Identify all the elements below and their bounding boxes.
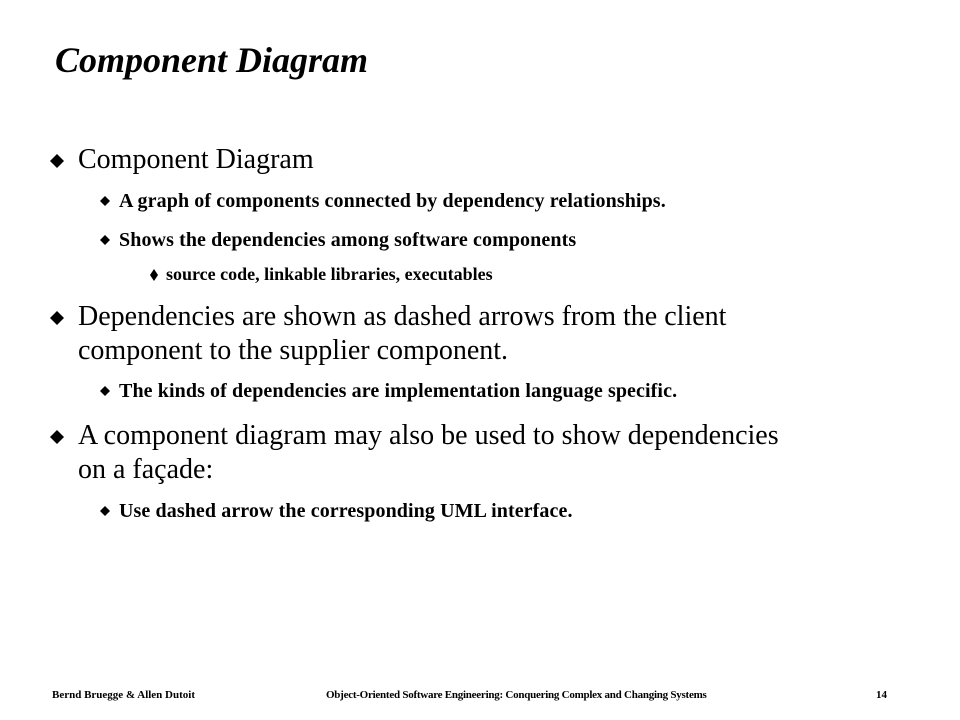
diamond-bullet-icon bbox=[50, 154, 64, 168]
tall-diamond-bullet-icon bbox=[150, 269, 158, 281]
footer-page-number: 14 bbox=[876, 689, 887, 701]
subbullet-text: Shows the dependencies among software components bbox=[119, 229, 577, 251]
subbullet-text: Use dashed arrow the corresponding UML interface. bbox=[119, 500, 573, 522]
diamond-bullet-icon bbox=[50, 311, 64, 325]
small-diamond-bullet-icon bbox=[100, 506, 110, 516]
small-diamond-bullet-icon bbox=[100, 386, 110, 396]
bullet-text-line1: A component diagram may also be used to show dependencies bbox=[78, 420, 779, 451]
bullet-text: Component Diagram bbox=[78, 144, 314, 175]
diamond-bullet-icon bbox=[50, 430, 64, 444]
subsubbullet-text: source code, linkable libraries, executables bbox=[166, 264, 493, 284]
subbullet-text: A graph of components connected by dependency relationships. bbox=[119, 190, 666, 212]
small-diamond-bullet-icon bbox=[100, 235, 110, 245]
bullet-text-line1: Dependencies are shown as dashed arrows from the client bbox=[78, 301, 727, 332]
bullet-text-line2: on a façade: bbox=[78, 454, 214, 485]
slide-title: Component Diagram bbox=[55, 40, 369, 80]
small-diamond-bullet-icon bbox=[100, 196, 110, 206]
footer-book-title: Object-Oriented Software Engineering: Conquering Complex and Changing Systems bbox=[326, 689, 707, 701]
bullet-text-line2: component to the supplier component. bbox=[78, 335, 509, 366]
subbullet-text: The kinds of dependencies are implementation language specific. bbox=[119, 380, 678, 402]
footer-authors: Bernd Bruegge & Allen Dutoit bbox=[52, 689, 195, 701]
